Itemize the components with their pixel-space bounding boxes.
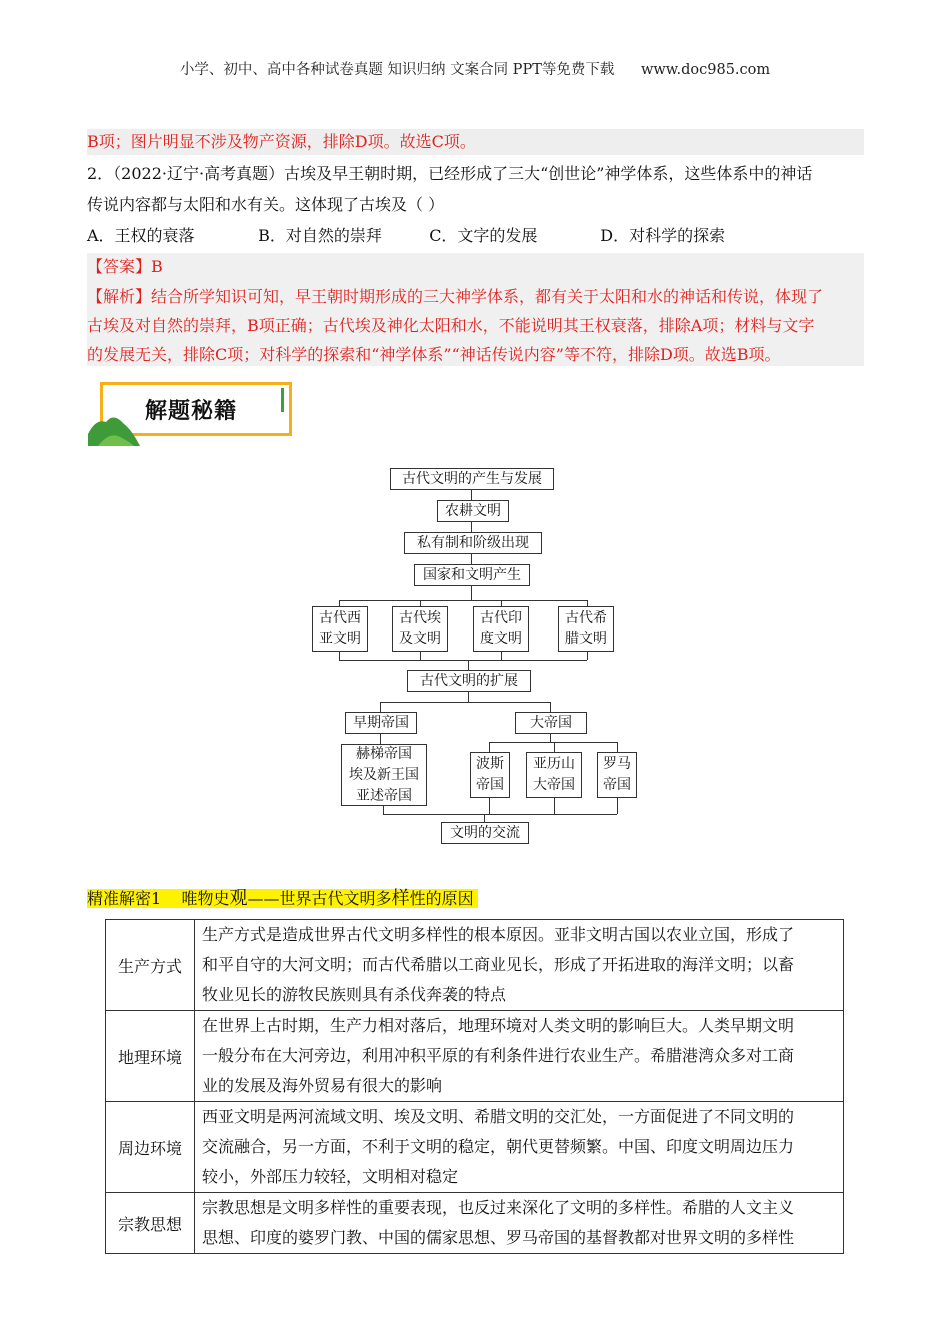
prev-explanation: B项；图片明显不涉及物产资源，排除D项。故选C项。	[87, 129, 864, 155]
analysis-label: 【解析】	[87, 287, 152, 306]
flow-connector	[471, 490, 472, 500]
flow-node-egypt: 古代埃 及文明	[392, 606, 448, 652]
badge-accent-line	[281, 388, 284, 412]
table-row	[106, 1102, 844, 1193]
flow-connector	[489, 742, 617, 743]
answer-value: B	[151, 257, 163, 276]
flow-connector	[339, 660, 587, 661]
flow-node-great-empires: 大帝国	[515, 712, 587, 734]
flow-connector	[587, 652, 588, 660]
section-label: 精准解密1	[87, 889, 162, 908]
flow-connector	[489, 798, 490, 814]
flow-connector	[380, 702, 381, 712]
flow-node-rome: 罗马 帝国	[597, 752, 637, 798]
flow-connector	[554, 742, 555, 752]
flow-connector	[380, 702, 550, 703]
flow-connector	[339, 600, 587, 601]
flow-connector	[550, 734, 551, 742]
tips-badge-title: 解题秘籍	[145, 399, 238, 424]
flow-connector	[554, 798, 555, 814]
option-c: C．文字的发展	[429, 226, 538, 245]
analysis-line-1: 【解析】结合所学知识可知，早王朝时期形成的三大神学体系，都有关于太阳和水的神话和传说，体现了	[87, 287, 824, 306]
flow-connector	[484, 814, 485, 822]
flow-node-greece: 古代希 腊文明	[558, 606, 614, 652]
row-header: 地理环境	[106, 1011, 195, 1102]
flow-node-india: 古代印 度文明	[473, 606, 529, 652]
causes-table	[105, 919, 844, 1254]
flow-node-west-asia: 古代西 亚文明	[312, 606, 368, 652]
table-row	[106, 920, 844, 1011]
flow-connector	[380, 734, 381, 744]
header-text: 小学、初中、高中各种试卷真题 知识归纳 文案合同 PPT等免费下载	[179, 62, 615, 78]
section-heading	[87, 887, 864, 911]
flow-connector	[420, 652, 421, 660]
flow-node-early-empires: 早期帝国	[345, 712, 417, 734]
table-row	[106, 1193, 844, 1254]
flow-connector	[383, 814, 617, 815]
row-content: 宗教思想是文明多样性的重要表现，也反过来深化了文明的多样性。希腊的人文主义 思想、印度的婆罗门教、中国的儒家思想、罗马帝国的基督教都对世界文明的多样性	[195, 1193, 844, 1254]
flow-connector	[471, 554, 472, 564]
header-url[interactable]: www.doc985.com	[640, 62, 771, 78]
flow-connector	[468, 692, 469, 702]
flow-connector	[383, 806, 384, 814]
answer-label: 【答案】	[87, 257, 152, 276]
flow-node-expansion: 古代文明的扩展	[407, 670, 531, 692]
row-header: 周边环境	[106, 1102, 195, 1193]
flow-connector	[617, 742, 618, 752]
mountain-icon	[88, 408, 140, 446]
row-content: 生产方式是造成世界古代文明多样性的根本原因。亚非文明古国以农业立国，形成了 和平自守的大河文明；而古代希腊以工商业见长，形成了开拓进取的海洋文明；以畜 牧业见长的游牧民族则具有杀伐奔袭的特点	[195, 920, 844, 1011]
option-a: A．王权的衰落	[87, 226, 195, 245]
flow-connector	[489, 742, 490, 752]
flow-node-early-empire-list: 赫梯帝国 埃及新王国 亚述帝国	[341, 744, 427, 806]
flow-node-persia: 波斯 帝国	[470, 752, 510, 798]
flow-node-agriculture: 农耕文明	[437, 500, 509, 522]
analysis-line-3: 的发展无关，排除C项；对科学的探索和“神学体系”“神话传说内容”等不符，排除D项。故选B项。	[87, 345, 781, 364]
flow-node-state: 国家和文明产生	[414, 564, 530, 586]
flow-node-exchange: 文明的交流	[441, 822, 529, 844]
flow-node-alexander: 亚历山 大帝国	[526, 752, 582, 798]
row-header: 生产方式	[106, 920, 195, 1011]
table-row	[106, 1011, 844, 1102]
flow-connector	[468, 660, 469, 670]
question-options	[87, 221, 725, 251]
analysis-line-2: 古埃及对自然的崇拜，B项正确；古代埃及神化太阳和水，不能说明其王权衰落，排除A项；材料与文字	[87, 316, 815, 335]
flow-connector	[550, 702, 551, 712]
flow-connector	[617, 798, 618, 814]
section-heading-highlight: 精准解密1 唯物史观——世界古代文明多样性的原因	[87, 889, 478, 908]
flow-connector	[339, 652, 340, 660]
row-header: 宗教思想	[106, 1193, 195, 1254]
answer-line	[87, 252, 163, 282]
flow-connector	[501, 652, 502, 660]
page-header	[0, 58, 950, 79]
flow-connector	[471, 586, 472, 600]
flow-node-origin: 古代文明的产生与发展	[390, 468, 554, 490]
option-d: D．对科学的探索	[600, 226, 726, 245]
question-line-2: 传说内容都与太阳和水有关。这体现了古埃及（ ）	[87, 195, 445, 214]
row-content: 西亚文明是两河流域文明、埃及文明、希腊文明的交汇处，一方面促进了不同文明的 交流融合，另一方面，不利于文明的稳定，朝代更替频繁。中国、印度文明周边压力 较小，外部压力较轻，文明相对稳定	[195, 1102, 844, 1193]
question-line-1: 2．（2022·辽宁·高考真题）古埃及早王朝时期，已经形成了三大“创世论”神学体系，这些体系中的神话	[87, 164, 813, 183]
flow-connector	[471, 522, 472, 532]
flow-node-private-ownership: 私有制和阶级出现	[404, 532, 542, 554]
option-b: B．对自然的崇拜	[258, 226, 382, 245]
row-content: 在世界上古时期，生产力相对落后，地理环境对人类文明的影响巨大。人类早期文明 一般分布在大河旁边，利用冲积平原的有利条件进行农业生产。希腊港湾众多对工商 业的发展及海外贸易有很大的影响	[195, 1011, 844, 1102]
